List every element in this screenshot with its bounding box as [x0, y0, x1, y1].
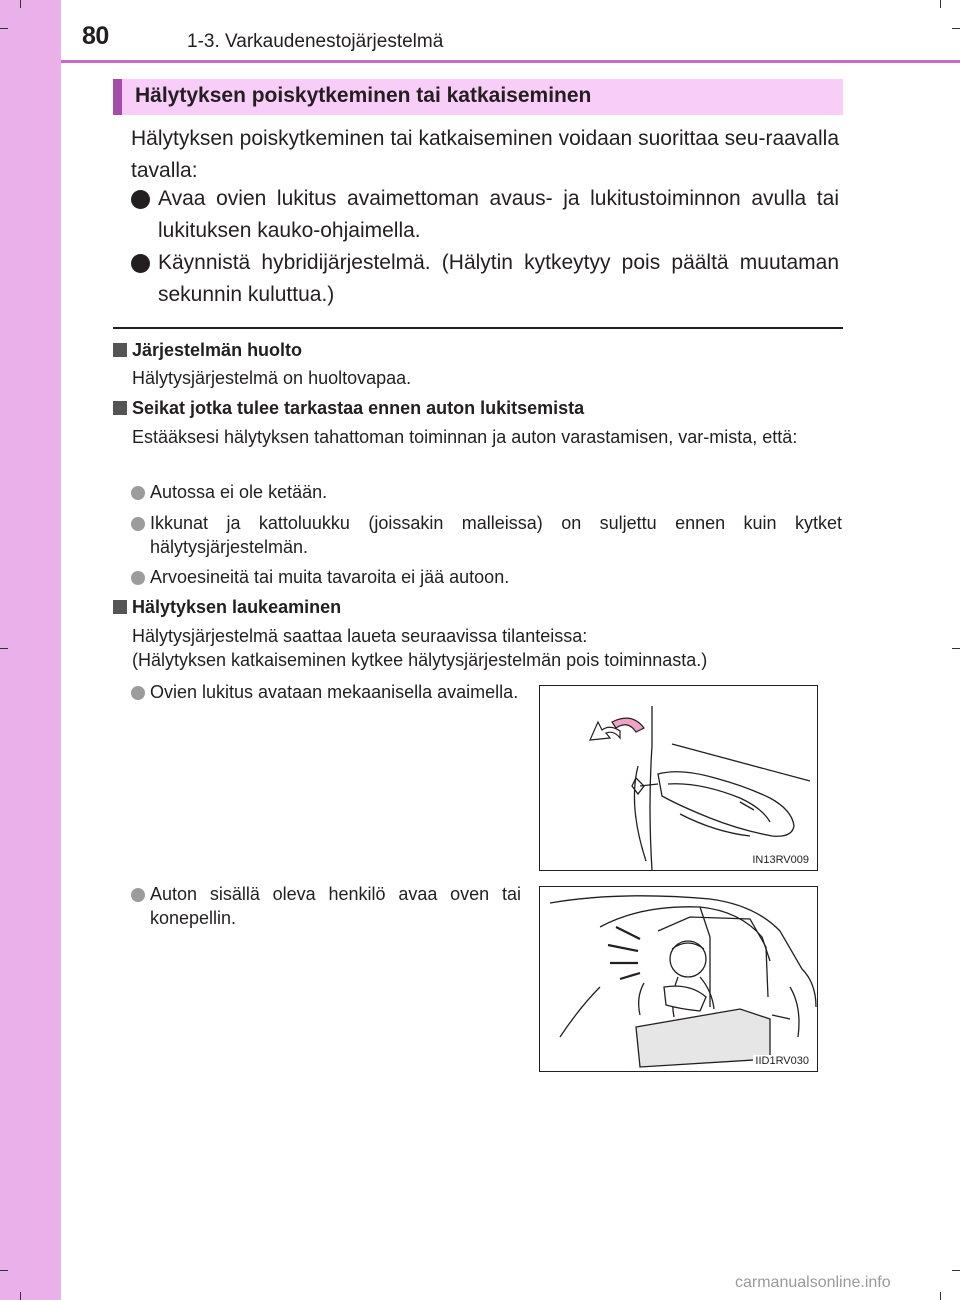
section-title: Hälytyksen poiskytkeminen tai katkaiseminen — [135, 84, 592, 107]
note-text: Estääksesi hälytyksen tahattoman toiminnan ja auton varastamisen, var-mista, että: — [132, 427, 798, 447]
bullet-dot — [131, 190, 150, 209]
bullet-text: Ovien lukitus avataan mekaanisella avaimella. — [150, 682, 519, 702]
section-bullet — [131, 183, 839, 247]
page-number: 80 — [82, 22, 109, 50]
square-bullet-icon — [113, 343, 127, 357]
note-heading-check — [113, 396, 843, 420]
bullet-dot — [131, 571, 145, 585]
figure-code: IID1RV030 — [755, 1055, 809, 1067]
crop-mark — [20, 1292, 21, 1300]
bullet-text: Käynnistä hybridijärjestelmä. (Hälytin kytkeytyy pois päältä muutaman sekunnin kuluttua.) — [158, 251, 839, 306]
note-bullet — [131, 882, 521, 930]
header-rule — [61, 60, 960, 63]
figure-code: IN13RV009 — [752, 854, 809, 866]
square-bullet-icon — [113, 401, 127, 415]
watermark: carmanualsonline.info — [735, 1274, 891, 1291]
section-intro: Hälytyksen poiskytkeminen tai katkaiseminen voidaan suorittaa seu-raavalla tavalla: — [131, 127, 839, 182]
bullet-text: Ikkunat ja kattoluukku (joissakin malleissa) on suljettu ennen kuin kytket hälytysjärjestelmän. — [150, 513, 842, 557]
section-divider — [113, 327, 843, 329]
note-bullet — [131, 511, 842, 559]
note-bullet — [131, 480, 842, 504]
note-text: Hälytysjärjestelmä on huoltovapaa. — [132, 368, 412, 388]
door-key-illustration — [540, 686, 817, 870]
person-door-illustration — [540, 887, 817, 1071]
bullet-dot — [131, 686, 145, 700]
alarm-lines-icon — [608, 927, 640, 979]
square-bullet-icon — [113, 600, 127, 614]
bullet-dot — [131, 888, 145, 902]
crop-mark — [940, 0, 941, 8]
note-heading-maintenance — [113, 338, 843, 362]
crop-mark — [952, 1270, 960, 1271]
crop-mark — [0, 1270, 8, 1271]
bullet-dot — [131, 517, 145, 531]
crop-mark — [0, 28, 8, 29]
note-text: Hälytysjärjestelmä saattaa laueta seuraavissa tilanteissa: — [132, 626, 588, 646]
chapter-title: 1-3. Varkaudenestojärjestelmä — [187, 31, 444, 52]
note-heading-label: Hälytyksen laukeaminen — [132, 597, 342, 617]
note-bullet — [131, 680, 521, 728]
note-text: (Hälytyksen katkaiseminen kytkee hälytysjärjestelmän pois toiminnasta.) — [132, 650, 708, 670]
bullet-text: Autossa ei ole ketään. — [150, 482, 328, 502]
note-bullet — [131, 565, 842, 589]
bullet-dot — [131, 254, 150, 273]
figure-door-key — [539, 685, 818, 871]
rotate-arrow-icon — [590, 718, 644, 740]
bullet-dot — [131, 486, 145, 500]
crop-mark — [20, 0, 21, 8]
note-heading-label: Seikat jotka tulee tarkastaa ennen auton lukitsemista — [132, 398, 585, 418]
bullet-text: Arvoesineitä tai muita tavaroita ei jää autoon. — [150, 567, 510, 587]
crop-mark — [952, 648, 960, 649]
crop-mark — [952, 28, 960, 29]
section-bullet — [131, 247, 839, 311]
note-heading-label: Järjestelmän huolto — [132, 340, 303, 360]
figure-person-door — [539, 886, 818, 1072]
side-band — [0, 0, 61, 1300]
crop-mark — [0, 648, 8, 649]
section-title-bar — [113, 79, 843, 115]
bullet-text: Avaa ovien lukitus avaimettoman avaus- ja lukitustoiminnon avulla tai lukituksen kauko-ohjaimella. — [158, 187, 839, 242]
crop-mark — [940, 1292, 941, 1300]
note-heading-trigger — [113, 595, 843, 619]
bullet-text: Auton sisällä oleva henkilö avaa oven tai konepellin. — [150, 884, 521, 928]
